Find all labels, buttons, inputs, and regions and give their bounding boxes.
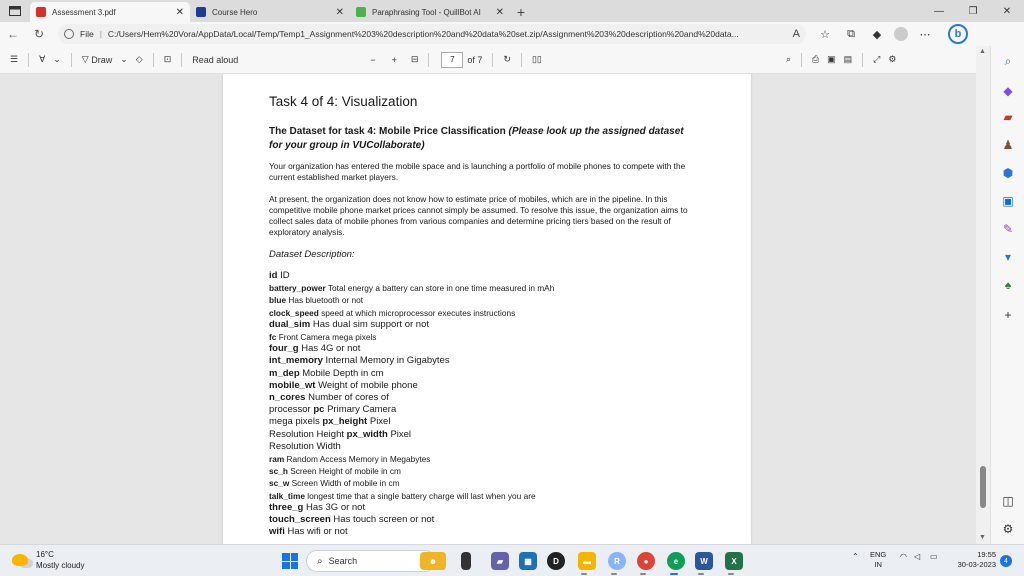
add-text-button[interactable]	[160, 50, 176, 70]
fit-page-icon: ⊟	[410, 54, 419, 64]
sidebar-settings-icon[interactable]: ⚙	[1002, 522, 1014, 536]
settings-button[interactable]	[884, 50, 900, 70]
search-button[interactable]	[782, 50, 795, 70]
field-desc: speed at which microprocessor executes instructions	[318, 307, 516, 318]
field-continuation	[269, 441, 699, 453]
field-blue	[269, 294, 699, 306]
battery-icon[interactable]: ▭	[930, 552, 938, 561]
divider	[181, 53, 182, 67]
print-button[interactable]	[808, 50, 823, 70]
close-window-button[interactable]: ✕	[1002, 5, 1012, 17]
save-button[interactable]	[823, 50, 840, 70]
field-desc: longest time that a single battery charge will last when you are	[304, 490, 536, 501]
tab-strip	[0, 0, 1024, 22]
field-name: touch_screen	[269, 514, 331, 526]
weather-desc: Mostly cloudy	[36, 561, 85, 570]
url-field[interactable]	[58, 24, 806, 44]
text-box-icon: ⊡	[163, 54, 172, 64]
field-prefix: processor	[269, 404, 314, 416]
running-indicator	[581, 573, 587, 575]
save-as-icon: ▤	[843, 54, 853, 64]
divider	[492, 53, 493, 67]
field-desc: Has dual sim support or not	[310, 318, 429, 330]
chevron-down-icon: ⌄	[53, 54, 61, 64]
refresh-icon: ↻	[33, 27, 45, 41]
field-name: dual_sim	[269, 318, 311, 330]
tab-actions-button[interactable]	[0, 0, 30, 22]
close-tab-icon[interactable]: ✕	[335, 6, 344, 18]
start-button[interactable]	[282, 553, 298, 569]
field-desc: Weight of mobile phone	[315, 379, 418, 391]
field-desc: Primary Camera	[324, 404, 397, 416]
taskbar-r-icon[interactable]: R	[608, 552, 626, 570]
extension-icon[interactable]: ◆	[872, 28, 882, 41]
taskbar-explorer-icon[interactable]: ▬	[578, 552, 596, 570]
field-desc: ID	[277, 270, 290, 281]
field-mobile_wt	[269, 380, 699, 392]
field-sc_w	[269, 477, 699, 489]
list-icon: ☰	[10, 54, 19, 64]
taskbar-taskview-icon[interactable]	[461, 552, 471, 570]
taskbar-excel-icon[interactable]: X	[725, 552, 743, 570]
more-icon[interactable]: ⋯	[919, 28, 931, 41]
sidebar-games-icon[interactable]: ♟	[1002, 138, 1014, 152]
field-name: ram	[269, 454, 285, 465]
tab-title: Assessment 3.pdf	[52, 7, 116, 17]
read-aloud-icon[interactable]: A	[792, 28, 800, 40]
field-name: n_cores	[269, 392, 306, 404]
field-desc: Pixel	[367, 416, 391, 428]
dataset-description-label: Dataset Description:	[269, 249, 355, 260]
field-desc: Screen Height of mobile in cm	[287, 466, 401, 477]
divider	[521, 53, 522, 67]
page-view-icon: ▯▯	[531, 54, 542, 64]
field-name: mobile_wt	[269, 379, 316, 391]
weather-temp: 16°C	[36, 550, 54, 559]
search-icon: ⌕	[785, 54, 791, 64]
tab-title: Paraphrasing Tool - QuillBot AI	[372, 7, 481, 17]
read-aloud-label: Read aloud	[192, 54, 239, 65]
running-indicator	[611, 573, 617, 575]
divider: |	[99, 29, 102, 39]
tab-title: Course Hero	[212, 7, 258, 17]
field-sc_h	[269, 465, 699, 477]
search-label: Search	[328, 556, 358, 566]
fit-page-button[interactable]	[407, 50, 423, 70]
favorites-icon[interactable]: ☆	[820, 28, 830, 41]
chevron-down-icon: ⌄	[120, 54, 128, 64]
field-desc: Has wifi or not	[284, 526, 348, 538]
language-indicator[interactable]	[870, 550, 886, 570]
page-view-button[interactable]	[528, 50, 546, 70]
active-indicator	[670, 573, 678, 575]
refresh-button[interactable]	[26, 22, 52, 46]
tab-assessment-pdf[interactable]	[30, 2, 190, 22]
pdf-icon	[36, 7, 46, 17]
contents-button[interactable]	[6, 50, 22, 70]
field-name: id	[269, 270, 278, 281]
pdf-viewer[interactable]	[0, 74, 976, 544]
rotate-button[interactable]	[499, 50, 515, 70]
draw-dropdown[interactable]	[116, 50, 132, 70]
field-name: px_height	[322, 416, 368, 428]
print-icon: ⎙	[811, 54, 820, 64]
field-name: sc_h	[269, 466, 288, 477]
sidebar-outlook-icon[interactable]: ▣	[1002, 194, 1014, 208]
sidebar-tools-icon[interactable]: ▰	[1003, 110, 1013, 124]
scroll-thumb[interactable]	[980, 466, 986, 508]
tray-chevron-icon[interactable]: ⌃	[852, 552, 859, 561]
divider	[71, 53, 72, 67]
address-bar	[0, 22, 1024, 46]
field-name: battery_power	[269, 283, 326, 294]
field-int_memory	[269, 355, 699, 367]
back-button[interactable]	[0, 22, 26, 46]
field-desc: Mobile Depth in cm	[299, 367, 384, 379]
minimize-button[interactable]: —	[934, 5, 944, 17]
sidebar-tree-icon[interactable]: ♠	[1004, 278, 1012, 292]
scheme-label: File	[80, 29, 94, 39]
url-text: C:/Users/Hem%20Vora/AppData/Local/Temp/Temp1_Assignment%203%20description%20and%20data%20set.zip/Assignment%203%20description%20and%20data...	[107, 29, 739, 39]
draw-button[interactable]	[78, 50, 116, 70]
edge-sidebar	[990, 46, 1024, 544]
rotate-icon: ↻	[503, 54, 511, 64]
field-desc: Random Access Memory in Megabytes	[284, 454, 431, 465]
sidebar-shopping-icon[interactable]: ◆	[1003, 84, 1013, 98]
dataset-note: (Please look up the assigned dataset for your group in VUCollaborate)	[269, 126, 684, 151]
volume-icon[interactable]: ◁	[914, 552, 921, 561]
close-tab-icon[interactable]: ✕	[175, 6, 184, 18]
paragraph-intro: Your organization has entered the mobile space and is launching a portfolio of mobile phones to compete with the current established market players.	[269, 161, 686, 182]
field-px_height	[269, 416, 699, 428]
pdf-page	[223, 74, 751, 544]
quillbot-icon	[356, 7, 366, 17]
page-number-input[interactable]: 7	[441, 52, 463, 68]
eraser-icon: ◇	[135, 54, 143, 64]
search-icon: ⌕	[317, 555, 323, 567]
field-list	[269, 270, 699, 538]
new-tab-button[interactable]	[510, 2, 532, 22]
weather-cloud-icon	[12, 554, 28, 566]
close-tab-icon[interactable]: ✕	[495, 6, 504, 18]
back-arrow-icon: ←	[7, 27, 19, 41]
field-name: m_dep	[269, 367, 300, 379]
clock-date: 30-03-2023	[957, 560, 996, 569]
field-clock_speed	[269, 307, 699, 319]
field-prefix: mega pixels	[269, 416, 323, 428]
field-touch_screen	[269, 514, 699, 526]
sidebar-drop-icon[interactable]: ✎	[1002, 222, 1014, 236]
draw-icon: ▽	[81, 54, 92, 64]
field-name: three_g	[269, 501, 304, 513]
field-wifi	[269, 526, 699, 538]
pdf-toolbar	[0, 46, 990, 74]
field-talk_time	[269, 490, 699, 502]
field-desc: Number of cores of	[305, 392, 389, 404]
field-name: int_memory	[269, 355, 323, 367]
field-px_width	[269, 429, 699, 441]
highlight-dropdown[interactable]	[49, 50, 65, 70]
highlight-button[interactable]	[35, 50, 49, 70]
divider	[862, 53, 863, 67]
course-hero-icon	[196, 7, 206, 17]
field-ram	[269, 453, 699, 465]
zoom-in-icon: +	[391, 54, 397, 65]
read-aloud-button[interactable]	[188, 50, 242, 70]
vertical-scrollbar[interactable]	[976, 46, 990, 544]
field-desc: Pixel	[387, 428, 412, 440]
field-four_g	[269, 343, 699, 355]
running-indicator	[698, 573, 704, 575]
divider	[153, 53, 154, 67]
field-pc	[269, 404, 699, 416]
field-desc: Has bluetooth or not	[286, 295, 364, 306]
taskbar-dell-icon[interactable]: D	[547, 552, 565, 570]
taskbar	[0, 544, 1024, 576]
field-id	[269, 270, 699, 282]
save-as-button[interactable]	[840, 50, 857, 70]
taskbar-store-icon[interactable]: ▦	[519, 552, 537, 570]
taskbar-edge-icon[interactable]: e	[667, 552, 685, 570]
running-indicator	[728, 573, 734, 575]
collections-icon[interactable]: ⧉	[847, 27, 855, 40]
weather-widget[interactable]	[12, 549, 84, 571]
field-name: blue	[269, 295, 287, 306]
lang-top: ENG	[870, 550, 887, 559]
field-n_cores	[269, 392, 699, 404]
dataset-title	[269, 125, 699, 153]
dataset-title-text: The Dataset for task 4: Mobile Price Classification	[269, 126, 506, 137]
running-indicator	[640, 573, 646, 575]
field-name: talk_time	[269, 490, 305, 501]
bing-icon[interactable]: b	[948, 24, 968, 44]
scroll-down-icon[interactable]: ▼	[979, 534, 986, 541]
notification-badge[interactable]: 4	[1000, 555, 1012, 567]
field-desc: Front Camera mega pixels	[276, 332, 377, 343]
expand-icon: ⤢	[873, 54, 881, 64]
field-fc	[269, 331, 699, 343]
taskbar-word-icon[interactable]: W	[695, 552, 713, 570]
wifi-icon[interactable]: ◠	[900, 552, 907, 561]
taskbar-chrome-icon[interactable]: ●	[637, 552, 655, 570]
field-name: four_g	[269, 343, 299, 355]
field-desc: Internal Memory in Gigabytes	[322, 355, 450, 367]
zoom-out-icon: −	[370, 54, 376, 65]
divider	[428, 53, 429, 67]
paragraph-problem: At present, the organization does not know how to estimate price of mobiles, which are in the pipeline. In this competitive mobile phone market prices cannot simply be assumed. To resolve this issue, the organization aims to collect sales data of mobile phones from various companies and determine pricing tiers based on the result of exploratory analysis.	[269, 194, 688, 237]
plus-icon: +	[516, 4, 526, 20]
sidebar-search-icon[interactable]: ⌕	[1004, 53, 1012, 68]
profile-avatar[interactable]	[894, 27, 908, 41]
sidebar-add-icon[interactable]: +	[1004, 308, 1012, 322]
field-name: pc	[313, 404, 325, 416]
taskbar-teams-icon[interactable]: ▰	[491, 552, 509, 570]
taskbar-widgets-icon[interactable]: ☻	[420, 552, 446, 570]
clock-time: 19:55	[977, 550, 996, 559]
field-name: wifi	[269, 526, 285, 538]
field-name: fc	[269, 332, 277, 343]
field-desc: Screen Width of mobile in cm	[289, 478, 400, 489]
draw-label: Draw	[91, 54, 113, 65]
field-name: clock_speed	[269, 307, 319, 318]
gear-icon: ⚙	[888, 54, 897, 64]
field-prefix: Resolution Height	[269, 428, 347, 440]
tab-course-hero[interactable]	[190, 2, 350, 22]
zoom-in-button[interactable]	[388, 50, 401, 70]
zoom-out-button[interactable]	[366, 50, 379, 70]
tab-quillbot[interactable]	[350, 2, 510, 22]
field-battery_power	[269, 282, 699, 294]
sidebar-extension-icon[interactable]: ▾	[1004, 250, 1012, 264]
divider	[801, 53, 802, 67]
task-heading: Task 4 of 4: Visualization	[269, 94, 418, 109]
field-m_dep	[269, 368, 699, 380]
sidebar-m365-icon[interactable]: ⬢	[1002, 166, 1014, 180]
restore-button[interactable]: ❐	[968, 5, 978, 17]
expand-button[interactable]	[869, 50, 884, 70]
info-icon[interactable]	[64, 29, 74, 39]
clock[interactable]	[950, 550, 996, 570]
sidebar-split-icon[interactable]: ◫	[1002, 494, 1014, 508]
field-desc: Has 3G or not	[303, 501, 366, 513]
field-name: sc_w	[269, 478, 290, 489]
field-prefix: Resolution Width	[269, 440, 341, 452]
highlight-icon: ∀	[39, 54, 46, 64]
page-count: of 7	[467, 54, 483, 65]
save-icon: ▣	[827, 54, 836, 64]
divider	[28, 53, 29, 67]
field-name: px_width	[346, 428, 388, 440]
field-desc: Has touch screen or not	[330, 514, 435, 526]
field-desc: Has 4G or not	[298, 343, 361, 355]
scroll-up-icon[interactable]: ▲	[979, 48, 986, 55]
tab-actions-icon	[9, 6, 21, 16]
erase-button[interactable]	[132, 50, 147, 70]
field-dual_sim	[269, 319, 699, 331]
field-three_g	[269, 502, 699, 514]
lang-bottom: IN	[874, 560, 882, 569]
taskbar-search[interactable]	[306, 550, 436, 572]
field-desc: Total energy a battery can store in one time measured in mAh	[325, 283, 555, 294]
